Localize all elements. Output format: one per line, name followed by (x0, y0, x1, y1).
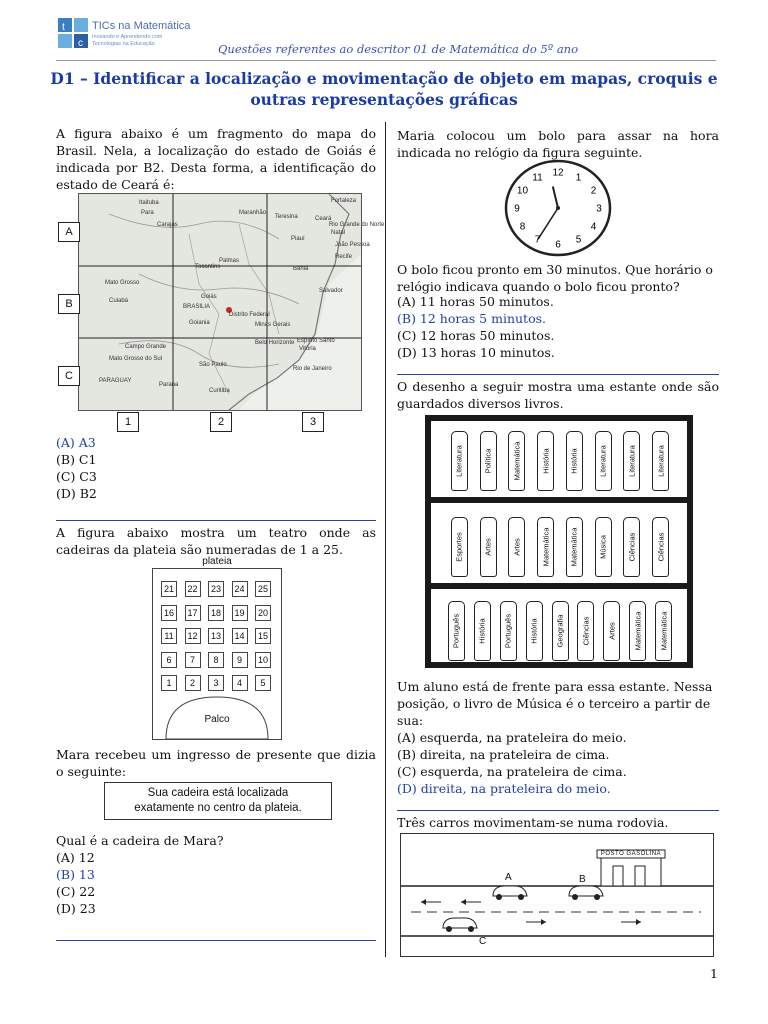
seat: 4 (232, 675, 248, 691)
bookshelf (425, 415, 693, 668)
map-label: Natal (331, 230, 346, 236)
map-label: Mato Grosso (105, 280, 140, 286)
map-label: Maranhão (239, 210, 267, 216)
q4-option-c[interactable]: (C) esquerda, na prateleira de cima. (397, 764, 627, 779)
map-label: Rio de Janeiro (293, 366, 332, 372)
clock-number: 6 (555, 239, 561, 251)
book-title: Literatura (454, 445, 464, 477)
seat: 6 (161, 652, 177, 668)
book-title: Ciências (627, 532, 637, 562)
book-title: História (529, 618, 539, 644)
car-c (443, 918, 477, 932)
book-title: Matemática (633, 611, 643, 651)
q3-text2: O bolo ficou pronto em 30 minutos. Que horário o relógio indicava quando o bolo ficou pronto? (397, 262, 713, 294)
q1-option-d[interactable]: (D) B2 (56, 486, 97, 501)
car-label-a: A (505, 872, 512, 883)
book-title: Ciências (581, 616, 591, 646)
seat: 2 (185, 675, 201, 691)
q1-options (56, 434, 356, 502)
book (474, 601, 491, 661)
title-line-2: outras representações gráficas (250, 90, 518, 109)
clock-number: 1 (575, 172, 582, 184)
book-title: Matemática (659, 611, 669, 651)
map-label: Distrito Federal (229, 312, 270, 318)
book (451, 517, 468, 577)
book-title: Português (503, 613, 513, 649)
q2-text2: Mara recebeu um ingresso de presente que dizia o seguinte: (56, 747, 376, 779)
map-label: Parana (159, 382, 179, 388)
book (480, 431, 497, 491)
book (480, 517, 497, 577)
map-label: Campo Grande (125, 344, 167, 350)
clock-number: 8 (519, 221, 526, 233)
map-label: Piauí (291, 236, 305, 242)
map-label: Recife (335, 254, 353, 260)
q2-question: Qual é a cadeira de Mara? (56, 833, 224, 848)
q4-text2: Um aluno está de frente para essa estante. Nessa posição, o livro de Música é o terceiro a partir de sua: (397, 679, 713, 728)
q3-options (397, 293, 717, 361)
book (603, 601, 620, 661)
book (451, 431, 468, 491)
seat: 23 (208, 581, 224, 597)
map-label: Tocantins (195, 264, 221, 270)
map-label: Curitiba (209, 388, 230, 394)
seat: 8 (208, 652, 224, 668)
book-title: Matemática (512, 441, 522, 481)
book (629, 601, 646, 661)
highway-drawing (401, 834, 713, 956)
map-label: BRASILIA (183, 304, 211, 310)
book (623, 431, 640, 491)
clock-face (502, 158, 614, 258)
book (595, 431, 612, 491)
seat: 16 (161, 605, 177, 621)
book-title: Geografia (555, 614, 565, 648)
book-title: Ciências (656, 532, 666, 562)
page-title (40, 68, 728, 110)
clock-number: 12 (552, 167, 564, 179)
title-line-1: D1 – Identificar a localização e movimentação de objeto em mapas, croquis e (50, 69, 718, 88)
brazil-map (78, 193, 385, 411)
map-row-label: B (58, 294, 80, 314)
book (655, 601, 672, 661)
q5-text: Três carros movimentam-se numa rodovia. (397, 815, 669, 830)
q4-option-a[interactable]: (A) esquerda, na prateleira do meio. (397, 730, 627, 745)
q3-text: Maria colocou um bolo para assar na hora indicada no relógio da figura seguinte. (397, 128, 719, 160)
highway-illustration (400, 833, 714, 957)
seat: 13 (208, 628, 224, 644)
q4-separator (397, 810, 719, 811)
book-title: Esportes (454, 532, 464, 562)
book-title: História (541, 448, 551, 474)
book-title: História (477, 618, 487, 644)
book (537, 431, 554, 491)
book-title: Matemática (541, 527, 551, 567)
q2-intro: A figura abaixo mostra um teatro onde as cadeiras da plateia são numeradas de 1 a 25. (56, 525, 376, 557)
svg-text:t: t (62, 22, 65, 33)
map-label: Carajás (157, 222, 178, 228)
q3-option-d[interactable]: (D) 13 horas 10 minutos. (397, 345, 555, 360)
clock-number: 2 (590, 185, 597, 197)
seat: 5 (255, 675, 271, 691)
book-title: Literatura (627, 445, 637, 477)
q1-text: A figura abaixo é um fragmento do mapa do Brasil. Nela, a localização do estado de Goiás é indicada por B2. Desta forma, a identificação do estado de Ceará é: (56, 126, 376, 192)
book-title: Matemática (569, 527, 579, 567)
map-label: Vitória (299, 346, 316, 352)
seat: 21 (161, 581, 177, 597)
theatre-diagram (152, 556, 282, 740)
q4-option-b[interactable]: (B) direita, na prateleira de cima. (397, 747, 610, 762)
seat: 17 (185, 605, 201, 621)
map-label: PARAGUAY (99, 378, 132, 384)
map-label: Teresina (275, 214, 298, 220)
q3-option-b[interactable]: (B) 12 horas 5 minutos. (397, 311, 546, 326)
q3-separator (397, 374, 719, 375)
seat: 25 (255, 581, 271, 597)
plateia-label: plateia (202, 556, 232, 567)
map-label: Goiania (189, 320, 210, 326)
car-a (493, 886, 527, 900)
q4-options (397, 729, 717, 797)
book (623, 517, 640, 577)
map-label: João Pessoa (335, 242, 370, 248)
seat: 7 (185, 652, 201, 668)
book (508, 431, 525, 491)
book (652, 431, 669, 491)
page-number: 1 (710, 966, 718, 981)
seat: 9 (232, 652, 248, 668)
book-title: Artes (512, 538, 522, 556)
q2-option-b[interactable]: (B) 13 (56, 867, 95, 882)
clock-number: 5 (575, 234, 582, 246)
car-label-b: B (579, 874, 586, 885)
q1-separator (56, 520, 376, 521)
clock-number: 9 (514, 203, 520, 215)
map-label: Bahia (293, 266, 309, 272)
map-label: Goiás (201, 294, 217, 300)
map-label: Salvador (319, 288, 343, 294)
map-label: Para (141, 210, 154, 216)
seat: 11 (161, 628, 177, 644)
header-rule (56, 60, 716, 61)
map-label: Cuiabá (109, 298, 129, 304)
map-label: Palmas (219, 258, 240, 264)
book-title: História (569, 448, 579, 474)
book-title: Política (483, 448, 493, 474)
book (577, 601, 594, 661)
book-title: Artes (483, 538, 493, 556)
book (508, 517, 525, 577)
map-label: Minas Gerais (255, 322, 291, 328)
seat: 1 (161, 675, 177, 691)
clock-number: 7 (534, 234, 541, 246)
q1-option-a[interactable]: (A) A3 (56, 435, 96, 450)
seat: 18 (208, 605, 224, 621)
book (595, 517, 612, 577)
seat: 20 (255, 605, 271, 621)
seat: 10 (255, 652, 271, 668)
car-label-c: C (479, 936, 487, 947)
book (566, 431, 583, 491)
book (552, 601, 569, 661)
q4-option-d[interactable]: (D) direita, na prateleira do meio. (397, 781, 611, 796)
q2-options (56, 849, 356, 917)
map-col-label: 2 (210, 412, 232, 432)
map-label: Ceará (315, 216, 332, 222)
book-title: Artes (607, 622, 617, 640)
q1-option-b[interactable]: (B) C1 (56, 452, 97, 467)
descriptor-line: Questões referentes ao descritor 01 de Matemática do 5º ano (218, 42, 579, 56)
palco-label: Palco (204, 714, 230, 725)
q3-option-c[interactable]: (C) 12 horas 50 minutos. (397, 328, 555, 343)
seat: 3 (208, 675, 224, 691)
seat: 19 (232, 605, 248, 621)
map-row-label: C (58, 366, 80, 386)
logo-subtext: Inovando e Aprendendo com Tecnologias na Educação (92, 34, 163, 47)
clock (502, 158, 614, 258)
ticket-text: Sua cadeira está localizada exatamente no centro da plateia. (134, 787, 302, 814)
q1-option-c[interactable]: (C) C3 (56, 469, 97, 484)
gas-station-sign: POSTO GASOLINA (600, 851, 662, 857)
logo-text: TICs na Matemática (92, 20, 191, 32)
clock-number: 10 (516, 185, 529, 197)
map-label: Rio Grande do Norte (329, 222, 385, 228)
book-title: Português (451, 613, 461, 649)
map-label: Fortaleza (331, 198, 357, 204)
book (537, 517, 554, 577)
map-label: Espírito Santo (297, 338, 335, 344)
seat: 24 (232, 581, 248, 597)
clock-number: 4 (590, 221, 597, 233)
q2-option-a[interactable]: (A) 12 (56, 850, 95, 865)
book (652, 517, 669, 577)
map-col-label: 3 (302, 412, 324, 432)
q2-option-d[interactable]: (D) 23 (56, 901, 96, 916)
clock-number: 3 (596, 203, 602, 215)
logo (58, 18, 208, 54)
book (448, 601, 465, 661)
map-label: Itaituba (139, 200, 159, 206)
book (526, 601, 543, 661)
car-b (569, 886, 603, 900)
map-col-label: 1 (117, 412, 139, 432)
clock-number: 11 (532, 172, 543, 184)
map-label: Mato Grosso do Sul (109, 356, 163, 362)
q3-option-a[interactable]: (A) 11 horas 50 minutos. (397, 294, 554, 309)
logo-icon (58, 18, 88, 52)
seat: 22 (185, 581, 201, 597)
book-title: Música (598, 535, 608, 559)
map-row-label: A (58, 222, 80, 242)
book-title: Literatura (598, 445, 608, 477)
book-title: Literatura (656, 445, 666, 477)
q2-separator (56, 940, 376, 941)
seat: 12 (185, 628, 201, 644)
column-divider (385, 122, 386, 957)
seat: 15 (255, 628, 271, 644)
book (500, 601, 517, 661)
q2-option-c[interactable]: (C) 22 (56, 884, 96, 899)
q4-text: O desenho a seguir mostra uma estante onde são guardados diversos livros. (397, 379, 719, 411)
shelf-board-2 (431, 583, 687, 589)
book (566, 517, 583, 577)
shelf-board-1 (431, 497, 687, 503)
map-label: São Paulo (199, 362, 227, 368)
map-label: Belo Horizonte (255, 340, 295, 346)
svg-text:c: c (78, 38, 83, 49)
ticket-box (104, 782, 332, 820)
seat: 14 (232, 628, 248, 644)
